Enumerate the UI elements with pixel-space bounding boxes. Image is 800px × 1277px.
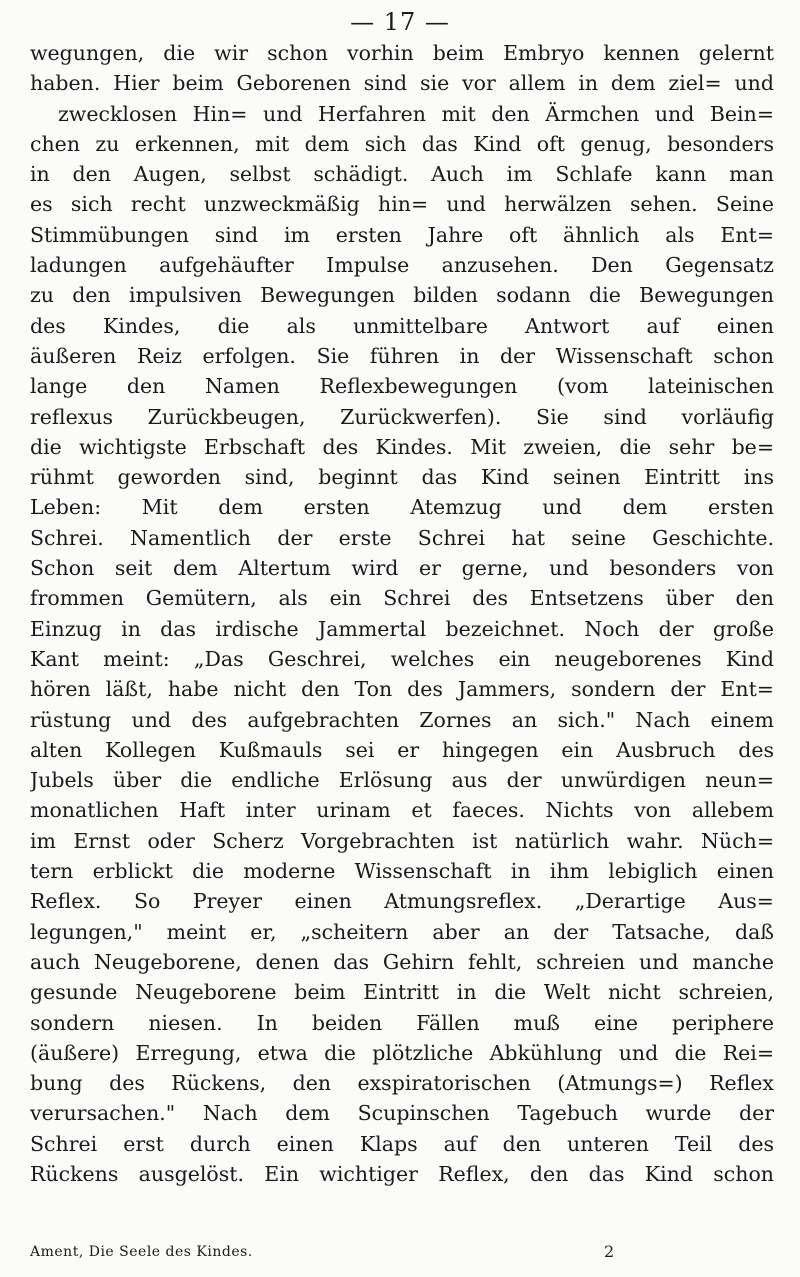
- text-line: zu den impulsiven Bewegungen bilden sodann die Bewegungen: [30, 283, 774, 308]
- text-line: Schrei erst durch einen Klaps auf den unteren Teil des: [30, 1131, 774, 1156]
- text-line: bung des Rückens, den exspiratorischen (Atmungs=) Reflex: [30, 1071, 774, 1096]
- text-line: alten Kollegen Kußmauls sei er hingegen ein Ausbruch des: [30, 737, 774, 762]
- text-line: gesunde Neugeborene beim Eintritt in die Welt nicht schreien,: [30, 980, 774, 1005]
- text-line: lange den Namen Reflexbewegungen (vom lateinischen: [30, 374, 774, 399]
- text-line: legungen," meint er, „scheitern aber an der Tatsache, daß: [30, 919, 774, 944]
- text-line: Schrei. Namentlich der erste Schrei hat seine Geschichte.: [30, 525, 774, 550]
- text-line: Jubels über die endliche Erlösung aus der unwürdigen neun=: [30, 768, 774, 793]
- text-line: des Kindes, die als unmittelbare Antwort auf einen: [30, 313, 774, 338]
- text-line: es sich recht unzweckmäßig hin= und herwälzen sehen. Seine: [30, 192, 774, 217]
- text-line: Reflex. So Preyer einen Atmungsreflex. „Derartige Aus=: [30, 889, 774, 914]
- text-line: Einzug in das irdische Jammertal bezeichnet. Noch der große: [30, 616, 774, 641]
- text-line: monatlichen Haft inter urinam et faeces. Nichts von allebem: [30, 798, 774, 823]
- text-line: rühmt geworden sind, beginnt das Kind seinen Eintritt ins: [30, 465, 774, 490]
- text-line: in den Augen, selbst schädigt. Auch im Schlafe kann man: [30, 162, 774, 187]
- text-line: wegungen, die wir schon vorhin beim Embryo kennen gelernt: [30, 41, 774, 65]
- text-line: ladungen aufgehäufter Impulse anzusehen. Den Gegensatz: [30, 253, 774, 278]
- text-line: Leben: Mit dem ersten Atemzug und dem ersten: [30, 495, 774, 520]
- text-line: Schon seit dem Altertum wird er gerne, und besonders von: [30, 556, 774, 581]
- text-line: reflexus Zurückbeugen, Zurückwerfen). Sie sind vorläufig: [30, 404, 774, 429]
- running-title: Ament, Die Seele des Kindes.: [30, 1244, 253, 1260]
- text-line: Stimmübungen sind im ersten Jahre oft ähnlich als Ent=: [30, 222, 774, 247]
- text-line: äußeren Reiz erfolgen. Sie führen in der Wissenschaft schon: [30, 343, 774, 368]
- page-number: — 17 —: [350, 8, 450, 36]
- text-line: (äußere) Erregung, etwa die plötzliche Abkühlung und die Rei=: [30, 1040, 774, 1065]
- text-line: sondern niesen. In beiden Fällen muß eine periphere: [30, 1010, 774, 1035]
- text-line: Rückens ausgelöst. Ein wichtiger Reflex, den das Kind schon: [30, 1161, 774, 1186]
- text-line: tern erblickt die moderne Wissenschaft in ihm lebiglich einen: [30, 859, 774, 884]
- text-line: zwecklosen Hin= und Herfahren mit den Ärmchen und Bein=: [58, 101, 774, 126]
- text-line: verursachen." Nach dem Scupinschen Tagebuch wurde der: [30, 1101, 774, 1126]
- page-footer: [30, 1241, 774, 1263]
- text-line: hören läßt, habe nicht den Ton des Jammers, sondern der Ent=: [30, 677, 774, 702]
- text-line: auch Neugeborene, denen das Gehirn fehlt, schreien und manche: [30, 949, 774, 974]
- text-line: haben. Hier beim Geborenen sind sie vor allem in dem ziel= und: [30, 71, 774, 96]
- text-line: chen zu erkennen, mit dem sich das Kind oft genug, besonders: [30, 131, 774, 156]
- signature-mark: 2: [604, 1242, 615, 1261]
- text-line: frommen Gemütern, als ein Schrei des Entsetzens über den: [30, 586, 774, 611]
- text-line: Kant meint: „Das Geschrei, welches ein neugeborenes Kind: [30, 646, 774, 671]
- text-line: die wichtigste Erbschaft des Kindes. Mit zweien, die sehr be=: [30, 434, 774, 459]
- text-line: rüstung und des aufgebrachten Zornes an sich." Nach einem: [30, 707, 774, 732]
- text-line: im Ernst oder Scherz Vorgebrachten ist natürlich wahr. Nüch=: [30, 828, 774, 853]
- body-text: [30, 38, 774, 1189]
